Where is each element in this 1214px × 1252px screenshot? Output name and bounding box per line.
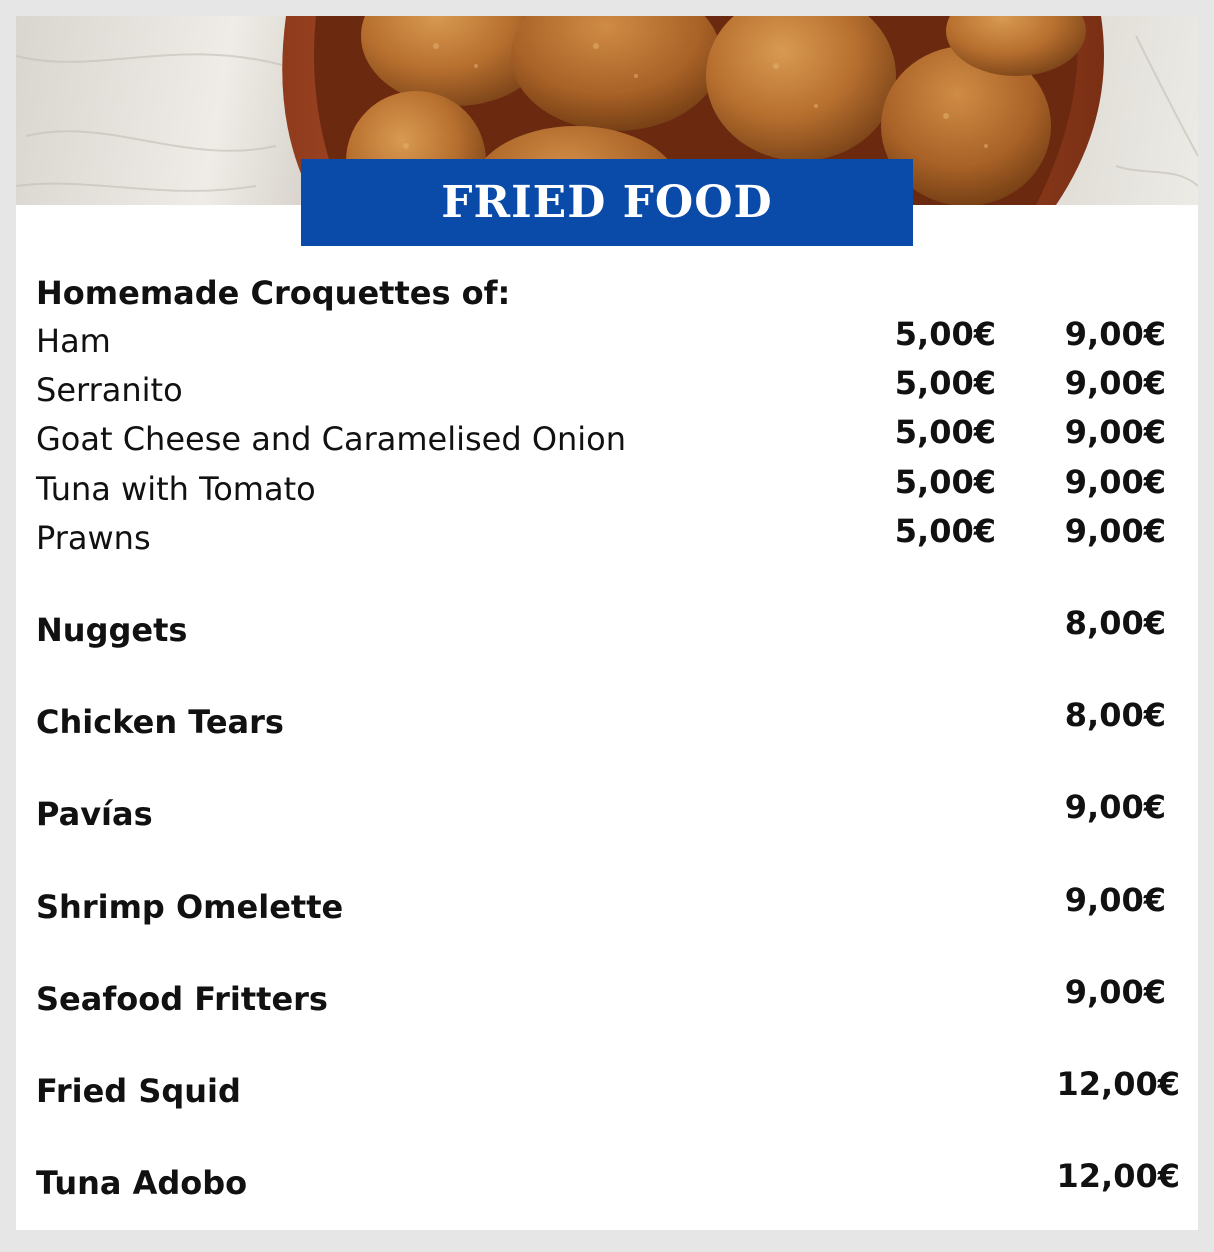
item-price: 8,00€ bbox=[1064, 696, 1166, 734]
item-name: Ham bbox=[36, 322, 111, 360]
menu-card bbox=[16, 16, 1198, 1230]
item-price: 9,00€ bbox=[1064, 788, 1166, 826]
item-name: Tuna Adobo bbox=[36, 1164, 248, 1202]
price-half-portion: 5,00€ bbox=[894, 463, 996, 501]
item-name: Prawns bbox=[36, 519, 151, 557]
menu-item-row bbox=[36, 1065, 1186, 1116]
menu-item-row bbox=[36, 463, 1186, 514]
item-price: 8,00€ bbox=[1064, 604, 1166, 642]
item-name: Fried Squid bbox=[36, 1072, 241, 1110]
price-half-portion: 5,00€ bbox=[894, 315, 996, 353]
price-full-portion: 9,00€ bbox=[1064, 512, 1166, 550]
item-name: Shrimp Omelette bbox=[36, 888, 344, 926]
price-full-portion: 9,00€ bbox=[1064, 463, 1166, 501]
item-name: Goat Cheese and Caramelised Onion bbox=[36, 420, 627, 458]
price-half-portion: 5,00€ bbox=[894, 364, 996, 402]
price-full-portion: 9,00€ bbox=[1064, 315, 1166, 353]
price-full-portion: 9,00€ bbox=[1064, 413, 1166, 451]
item-name: Nuggets bbox=[36, 611, 188, 649]
menu-item-row bbox=[36, 788, 1186, 839]
price-full-portion: 9,00€ bbox=[1064, 364, 1166, 402]
menu-item-row bbox=[36, 364, 1186, 415]
menu-item-row bbox=[36, 696, 1186, 747]
item-name: Pavías bbox=[36, 795, 153, 833]
menu-item-row bbox=[36, 604, 1186, 655]
menu-item-row bbox=[36, 973, 1186, 1024]
croquettes-heading: Homemade Croquettes of: bbox=[36, 274, 511, 312]
item-name: Chicken Tears bbox=[36, 703, 284, 741]
menu-item-row bbox=[36, 413, 1186, 464]
menu-item-row bbox=[36, 512, 1186, 563]
title-banner bbox=[301, 159, 913, 246]
menu-item-row bbox=[36, 315, 1186, 366]
price-half-portion: 5,00€ bbox=[894, 413, 996, 451]
item-price: 9,00€ bbox=[1064, 973, 1166, 1011]
item-name: Serranito bbox=[36, 371, 183, 409]
menu-item-row bbox=[36, 881, 1186, 932]
item-price: 9,00€ bbox=[1064, 881, 1166, 919]
item-price: 12,00€ bbox=[1056, 1065, 1180, 1103]
item-name: Tuna with Tomato bbox=[36, 470, 316, 508]
menu-item-row bbox=[36, 1157, 1186, 1208]
menu-title: FRIED FOOD bbox=[441, 177, 773, 228]
price-half-portion: 5,00€ bbox=[894, 512, 996, 550]
item-name: Seafood Fritters bbox=[36, 980, 328, 1018]
item-price: 12,00€ bbox=[1056, 1157, 1180, 1195]
